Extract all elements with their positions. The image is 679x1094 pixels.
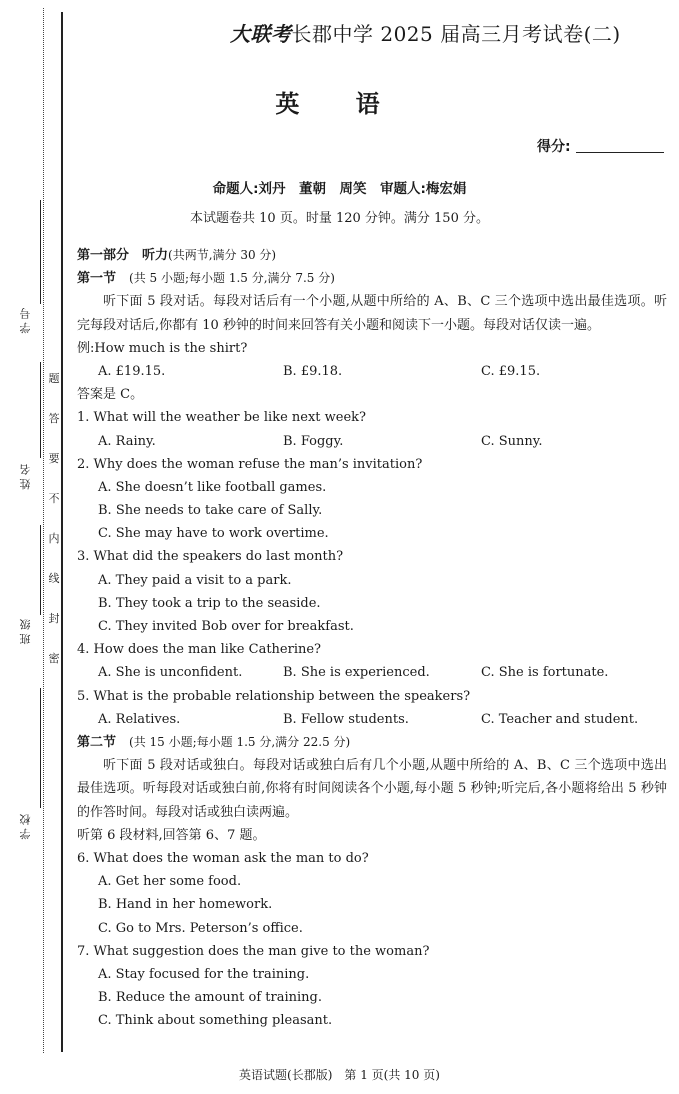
option: A. Rainy. [98, 433, 156, 449]
student-id-label: 学 号 [19, 308, 32, 334]
option: C. Go to Mrs. Peterson’s office. [98, 920, 303, 936]
subject-title: 英 语 [275, 90, 404, 118]
option: C. Think about something pleasant. [98, 1013, 333, 1029]
option: B. She is experienced. [283, 665, 430, 681]
section2-instructions: 听下面 5 段对话或独白。每段对话或独白后有几个小题,从题中所给的 A、B、C 三个选项中选出最佳选项。听每段对话或独白前,你将有时间阅读各个小题,每小题 5 秒钟;听完后,各小题将给出 5 秒钟的作答时间。每段对话或独白读两遍。 [77, 758, 667, 820]
option: C. They invited Bob over for breakfast. [98, 619, 354, 635]
seal-char: 密 [48, 652, 60, 665]
exam-info: 本试题卷共 10 页。时量 120 分钟。满分 150 分。 [190, 211, 489, 226]
option: A. She doesn’t like football games. [98, 479, 327, 495]
option: B. Fellow students. [283, 711, 409, 727]
name-label: 姓 名 [19, 464, 32, 490]
option: B. Reduce the amount of training. [98, 990, 323, 1006]
dotted-cut-line [43, 8, 44, 1053]
option: A. Stay focused for the training. [98, 966, 310, 982]
option: C. Sunny. [481, 433, 543, 449]
question-7: 7. What suggestion does the man give to the woman? [77, 943, 430, 959]
material-note: 听第 6 段材料,回答第 6、7 题。 [77, 827, 266, 843]
section1-heading: 第一节 (共 5 小题;每小题 1.5 分,满分 7.5 分) [77, 271, 335, 287]
seal-char: 封 [48, 612, 60, 625]
authors-line: 命题人:刘丹 董朝 周笑 审题人:梅宏娟 [212, 181, 467, 197]
option: C. She is fortunate. [481, 665, 609, 681]
seal-char: 内 [48, 532, 60, 545]
option: B. Foggy. [283, 433, 344, 449]
question-5-options [77, 708, 667, 731]
option: C. £9.15. [481, 363, 541, 379]
section1-instructions: 听下面 5 段对话。每段对话后有一个小题,从题中所给的 A、B、C 三个选项中选出最佳选项。听完每段对话后,你都有 10 秒钟的时间来回答有关小题和阅读下一小题。每段对话仅读一遍。 [77, 294, 667, 333]
question-1-options [77, 430, 667, 453]
example-answer: 答案是 C。 [77, 387, 144, 403]
class-field[interactable] [10, 525, 40, 685]
example-options [77, 360, 667, 383]
page-footer: 英语试题(长郡版) 第 1 页(共 10 页) [239, 1068, 440, 1082]
exam-content [77, 244, 667, 1032]
option: A. She is unconfident. [98, 665, 243, 681]
option: B. £9.18. [283, 363, 343, 379]
seal-char: 不 [48, 492, 60, 505]
example-question: 例:How much is the shirt? [77, 340, 248, 356]
question-5: 5. What is the probable relationship between the speakers? [77, 688, 471, 704]
question-4: 4. How does the man like Catherine? [77, 642, 322, 658]
question-2: 2. Why does the woman refuse the man’s invitation? [77, 456, 423, 472]
seal-warning [45, 370, 63, 690]
option: C. She may have to work overtime. [98, 526, 329, 542]
name-field[interactable] [10, 362, 40, 512]
option: A. They paid a visit to a park. [98, 572, 292, 588]
option: B. Hand in her homework. [98, 897, 273, 913]
brand-logo-text: 大联考 [230, 22, 292, 46]
seal-char: 题 [48, 372, 60, 385]
binding-margin [0, 0, 64, 1094]
seal-char: 要 [48, 452, 60, 465]
class-label: 班 级 [19, 619, 32, 645]
question-3: 3. What did the speakers do last month? [77, 549, 344, 565]
option: C. Teacher and student. [481, 711, 639, 727]
option: B. She needs to take care of Sally. [98, 503, 323, 519]
score-blank[interactable] [576, 152, 664, 153]
question-6: 6. What does the woman ask the man to do? [77, 850, 369, 866]
school-field[interactable] [10, 688, 40, 858]
score-label: 得分: [537, 139, 571, 155]
option: A. Relatives. [98, 711, 181, 727]
school-label: 学 校 [19, 814, 32, 840]
option: A. £19.15. [98, 363, 166, 379]
section2-heading: 第二节 (共 15 小题;每小题 1.5 分,满分 22.5 分) [77, 734, 351, 750]
seal-char: 线 [48, 572, 60, 585]
question-1: 1. What will the weather be like next week? [77, 410, 367, 426]
exam-title-text: 长郡中学 2025 届高三月考试卷(二) [291, 22, 621, 46]
option: A. Get her some food. [98, 874, 242, 890]
option: B. They took a trip to the seaside. [98, 595, 321, 611]
part1-heading: 第一部分 听力(共两节,满分 30 分) [77, 248, 277, 263]
exam-title [230, 18, 621, 47]
seal-char: 答 [48, 412, 60, 425]
question-4-options [77, 661, 667, 684]
